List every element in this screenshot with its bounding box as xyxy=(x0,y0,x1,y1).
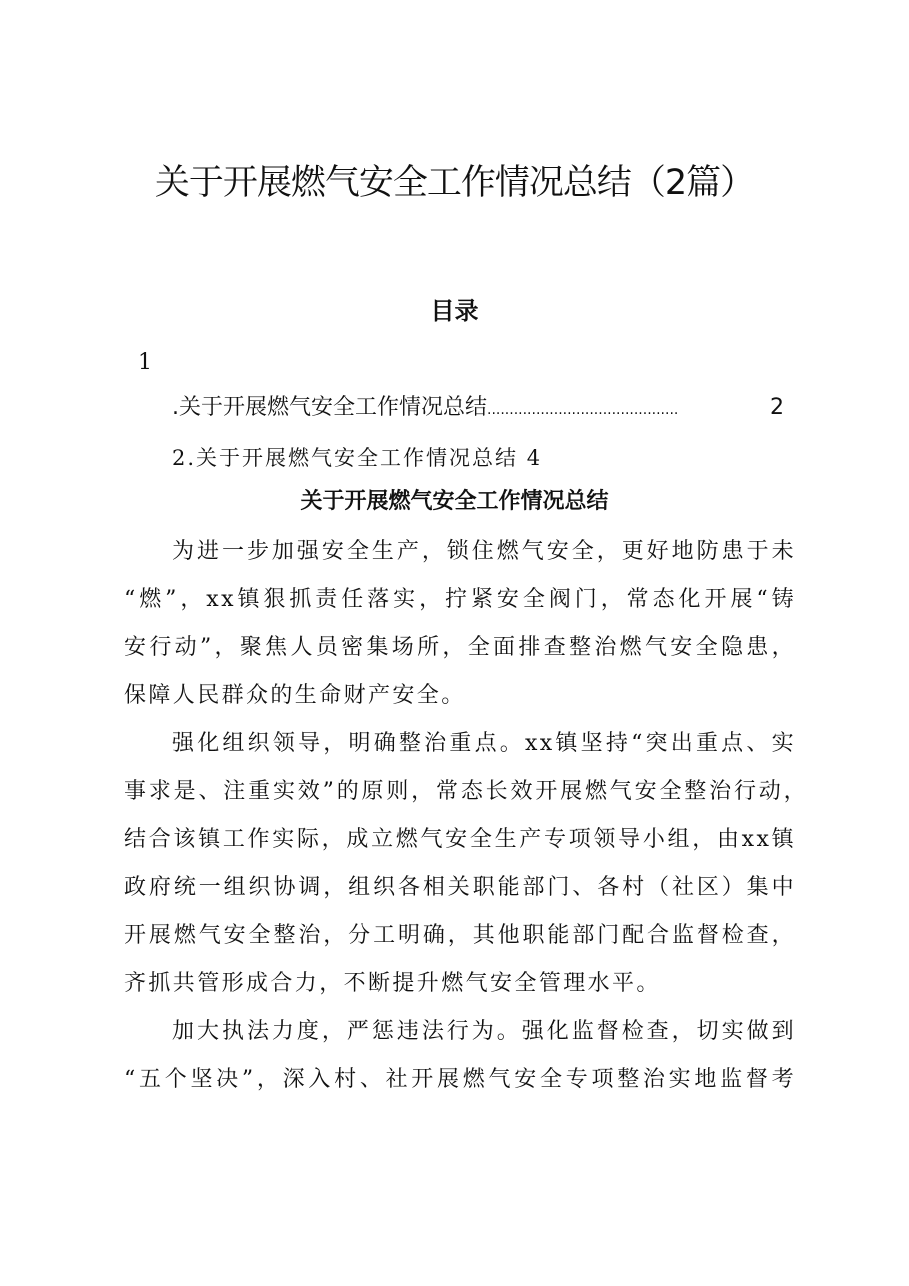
toc-heading: 目录 xyxy=(430,296,479,325)
toc-item-1-leader-dots: ........................................... xyxy=(487,402,679,418)
toc-number: 1 xyxy=(138,350,152,375)
body-line: 为进一步加强安全生产，锁住燃气安全，更好地防患于未 xyxy=(172,539,796,564)
body-line: “燃”，xx镇狠抓责任落实，拧紧安全阀门，常态化开展“铸 xyxy=(124,587,796,612)
body-line: 保障人民群众的生命财产安全。 xyxy=(124,683,466,708)
toc-item-2[interactable]: 2.关于开展燃气安全工作情况总结 4 xyxy=(172,446,543,470)
toc-item-1-label: .关于开展燃气安全工作情况总结 xyxy=(172,395,487,420)
body-line: 政府统一组织协调，组织各相关职能部门、各村（社区）集中 xyxy=(124,875,796,900)
body-line: 安行动”，聚焦人员密集场所，全面排查整治燃气安全隐患， xyxy=(124,635,796,660)
body-line: 强化组织领导，明确整治重点。xx镇坚持“突出重点、实 xyxy=(172,731,796,756)
body-line: 加大执法力度，严惩违法行为。强化监督检查，切实做到 xyxy=(172,1019,796,1044)
body-line: “五个坚决”，深入村、社开展燃气安全专项整治实地监督考 xyxy=(124,1067,796,1092)
section-title: 关于开展燃气安全工作情况总结 xyxy=(300,488,609,514)
toc-item-1[interactable] xyxy=(172,393,784,425)
body-line: 事求是、注重实效”的原则，常态长效开展燃气安全整治行动， xyxy=(124,779,808,804)
toc-item-1-page: 2 xyxy=(770,395,784,420)
body-line: 结合该镇工作实际，成立燃气安全生产专项领导小组，由xx镇 xyxy=(124,827,796,852)
document-title: 关于开展燃气安全工作情况总结（2篇） xyxy=(154,163,755,203)
body-line: 齐抓共管形成合力，不断提升燃气安全管理水平。 xyxy=(124,971,661,996)
body-line: 开展燃气安全整治，分工明确，其他职能部门配合监督检查， xyxy=(124,923,796,948)
